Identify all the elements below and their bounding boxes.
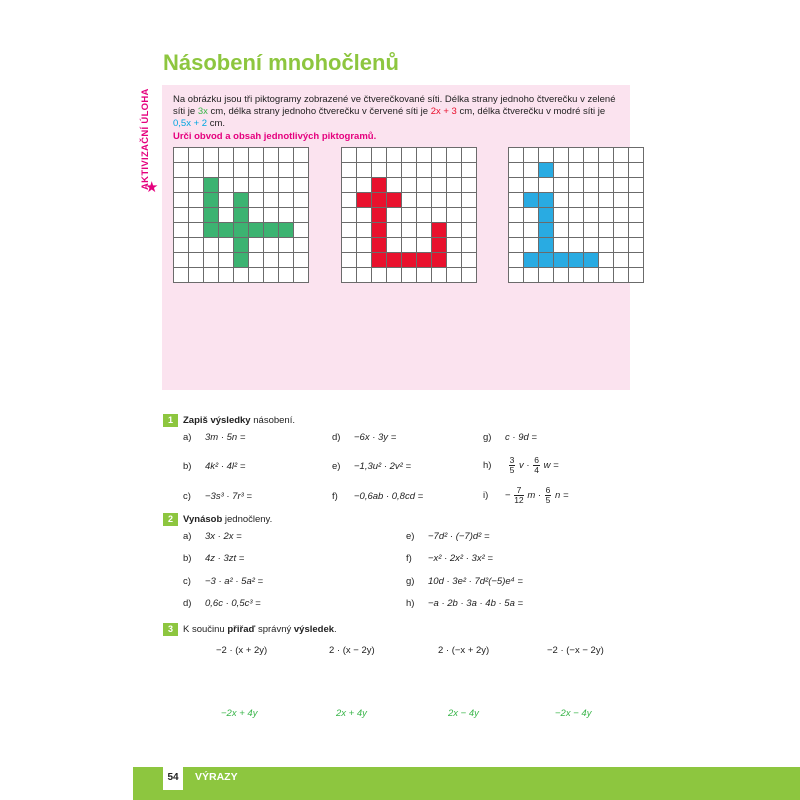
grid-cell: [204, 268, 219, 283]
grid-cell: [174, 208, 189, 223]
grid-cell: [249, 223, 264, 238]
answer-option: 2x − 4y: [448, 708, 479, 719]
grid-cell: [387, 253, 402, 268]
grid-cell: [554, 238, 569, 253]
grid-cell: [584, 193, 599, 208]
grid-cell: [387, 163, 402, 178]
grid-cell: [219, 163, 234, 178]
grid-cell: [249, 193, 264, 208]
grid-cell: [432, 238, 447, 253]
grid-cell: [294, 268, 309, 283]
answer-option: −2x + 4y: [221, 708, 258, 719]
grid-cell: [402, 163, 417, 178]
grid-cell: [584, 178, 599, 193]
grid-cell: [569, 268, 584, 283]
grid-cell: [234, 163, 249, 178]
grid-cell: [174, 163, 189, 178]
grid-cell: [204, 178, 219, 193]
grid-cell: [234, 148, 249, 163]
grid-cell: [554, 208, 569, 223]
ex2-item-g: g) 10d · 3e² · 7d²(−5)e⁴ =: [406, 576, 523, 587]
grid-cell: [614, 178, 629, 193]
grid-cell: [524, 253, 539, 268]
exercise-3-title: K součinu přiřaď správný výsledek.: [183, 624, 337, 635]
grid-cell: [524, 223, 539, 238]
grid-cell: [357, 163, 372, 178]
product-expression: 2 · (x − 2y): [329, 645, 375, 656]
grid-cell: [569, 178, 584, 193]
grid-cell: [614, 163, 629, 178]
grid-cell: [509, 208, 524, 223]
ex1-item-f: f) −0,6ab · 0,8cd =: [332, 491, 424, 502]
grid-cell: [569, 163, 584, 178]
grid-cell: [432, 253, 447, 268]
grid-cell: [629, 238, 644, 253]
exercise-2-title: Vynásob jednočleny.: [183, 514, 273, 525]
grid-cell: [584, 223, 599, 238]
grid-cell: [402, 193, 417, 208]
grid-cell: [447, 208, 462, 223]
grid-cell: [554, 148, 569, 163]
grid-cell: [629, 178, 644, 193]
grid-cell: [249, 268, 264, 283]
grid-cell: [417, 178, 432, 193]
grid-cell: [342, 238, 357, 253]
grid-cell: [462, 223, 477, 238]
grid-cell: [279, 178, 294, 193]
grid-cell: [599, 268, 614, 283]
grid-cell: [402, 208, 417, 223]
grid-cell: [462, 253, 477, 268]
grid-cell: [584, 253, 599, 268]
grid-cell: [539, 193, 554, 208]
grid-cell: [614, 208, 629, 223]
grid-cell: [372, 148, 387, 163]
grid-cell: [629, 268, 644, 283]
grid-cell: [629, 208, 644, 223]
grid-cell: [357, 253, 372, 268]
grid-cell: [629, 223, 644, 238]
grid-cell: [432, 163, 447, 178]
grid-cell: [294, 238, 309, 253]
grid-cell: [372, 208, 387, 223]
grid-cell: [387, 178, 402, 193]
grid-cell: [509, 178, 524, 193]
grid-cell: [279, 163, 294, 178]
section-name: VÝRAZY: [195, 771, 238, 783]
grid-cell: [629, 163, 644, 178]
grid-cell: [189, 238, 204, 253]
grid-cell: [447, 148, 462, 163]
grid-cell: [417, 238, 432, 253]
grid-cell: [462, 208, 477, 223]
grid-cell: [279, 193, 294, 208]
grid-cell: [387, 193, 402, 208]
grid-cell: [584, 148, 599, 163]
ex1-item-h: h) $\frac{3}{5}$ v · $\frac{6}{4}$ w =: [483, 455, 559, 475]
grid-cell: [462, 163, 477, 178]
grid-cell: [447, 253, 462, 268]
grid-cell: [249, 253, 264, 268]
grid-cell: [264, 223, 279, 238]
fraction: $\frac{7}{12}$: [514, 485, 524, 505]
grid-cell: [432, 223, 447, 238]
blue-expr: 0,5x + 2: [173, 118, 208, 130]
grid-cell: [539, 208, 554, 223]
grid-cell: [462, 238, 477, 253]
ex1-item-e: e) −1,3u² · 2v² =: [332, 461, 412, 472]
grid-cell: [204, 238, 219, 253]
grid-cell: [569, 253, 584, 268]
grid-cell: [402, 268, 417, 283]
grid-cell: [372, 253, 387, 268]
fraction: $\frac{6}{4}$: [534, 455, 539, 475]
grid-cell: [219, 193, 234, 208]
grid-cell: [569, 193, 584, 208]
grid-cell: [524, 148, 539, 163]
grid-cell: [219, 208, 234, 223]
grid-cell: [234, 238, 249, 253]
grid-cell: [614, 223, 629, 238]
grid-cell: [279, 223, 294, 238]
grid-cell: [204, 193, 219, 208]
grid-cell: [342, 163, 357, 178]
blue-pictogram-grid: [508, 147, 644, 283]
grid-cell: [264, 193, 279, 208]
grid-cell: [539, 223, 554, 238]
grid-cell: [509, 268, 524, 283]
grid-cell: [599, 193, 614, 208]
ex2-item-e: e) −7d² · (−7)d² =: [406, 531, 490, 542]
grid-cell: [372, 178, 387, 193]
grid-cell: [584, 163, 599, 178]
ex1-item-a: a) 3m · 5n =: [183, 432, 246, 443]
grid-cell: [524, 193, 539, 208]
grid-cell: [342, 268, 357, 283]
ex2-item-h: h) −a · 2b · 3a · 4b · 5a =: [406, 598, 524, 609]
grid-cell: [357, 238, 372, 253]
grid-cell: [569, 223, 584, 238]
grid-cell: [189, 178, 204, 193]
grid-cell: [279, 208, 294, 223]
product-expression: 2 · (−x + 2y): [438, 645, 490, 656]
star-icon: ★: [145, 179, 159, 196]
fraction: $\frac{3}{5}$: [509, 455, 515, 475]
grid-cell: [462, 148, 477, 163]
grid-cell: [279, 253, 294, 268]
grid-cell: [279, 268, 294, 283]
grid-cell: [614, 238, 629, 253]
grid-cell: [372, 163, 387, 178]
grid-cell: [569, 208, 584, 223]
grid-cell: [219, 178, 234, 193]
grid-cell: [357, 223, 372, 238]
intro-text-3: cm, délka čtverečku v modré síti je: [456, 106, 606, 118]
grid-cell: [614, 268, 629, 283]
grid-cell: [264, 253, 279, 268]
grid-cell: [372, 268, 387, 283]
grid-cell: [264, 238, 279, 253]
grid-cell: [599, 238, 614, 253]
grid-cell: [447, 193, 462, 208]
grid-cell: [524, 163, 539, 178]
grid-cell: [234, 178, 249, 193]
grid-cell: [204, 253, 219, 268]
grid-cell: [264, 148, 279, 163]
grid-cell: [402, 223, 417, 238]
red-pictogram-grid: [341, 147, 477, 283]
grid-cell: [402, 148, 417, 163]
ex1-item-d: d) −6x · 3y =: [332, 432, 397, 443]
product-expression: −2 · (−x − 2y): [547, 645, 604, 656]
grid-cell: [372, 223, 387, 238]
grid-cell: [387, 238, 402, 253]
grid-cell: [357, 148, 372, 163]
grid-cell: [219, 253, 234, 268]
grid-cell: [174, 268, 189, 283]
activity-label-text: AKTIVIZAČNÍ ÚLOHA: [140, 88, 151, 190]
grid-cell: [357, 208, 372, 223]
grid-cell: [402, 238, 417, 253]
grid-cell: [614, 193, 629, 208]
exercise-3-number: 3: [163, 623, 178, 636]
grid-cell: [294, 163, 309, 178]
grid-cell: [234, 223, 249, 238]
grid-cell: [447, 268, 462, 283]
ex2-item-f: f) −x² · 2x² · 3x² =: [406, 553, 493, 564]
grid-cell: [204, 148, 219, 163]
grid-cell: [539, 163, 554, 178]
grid-cell: [294, 193, 309, 208]
green-pictogram-grid: [173, 147, 309, 283]
grid-cell: [264, 178, 279, 193]
grid-cell: [462, 193, 477, 208]
grid-cell: [204, 163, 219, 178]
grid-cell: [174, 193, 189, 208]
grid-cell: [294, 148, 309, 163]
grid-cell: [509, 148, 524, 163]
ex1-item-i: i) − $\frac{7}{12}$ m · $\frac{6}{5}$ n =: [483, 485, 569, 505]
grid-cell: [539, 253, 554, 268]
grid-cell: [447, 238, 462, 253]
grid-cell: [417, 163, 432, 178]
exercise-2-number: 2: [163, 513, 178, 526]
grid-cell: [189, 208, 204, 223]
grid-cell: [614, 148, 629, 163]
grid-cell: [189, 223, 204, 238]
grid-cell: [342, 253, 357, 268]
grid-cell: [387, 148, 402, 163]
grid-cell: [509, 163, 524, 178]
grid-cell: [569, 148, 584, 163]
grid-cell: [264, 163, 279, 178]
grid-cell: [189, 253, 204, 268]
activity-intro: [173, 94, 623, 143]
grid-cell: [417, 208, 432, 223]
grid-cell: [417, 193, 432, 208]
grid-cell: [554, 163, 569, 178]
ex2-item-c: c) −3 · a² · 5a² =: [183, 576, 264, 587]
grid-cell: [189, 163, 204, 178]
grid-cell: [342, 178, 357, 193]
grid-cell: [219, 223, 234, 238]
grid-cell: [294, 208, 309, 223]
ex2-item-b: b) 4z · 3zt =: [183, 553, 245, 564]
grid-cell: [629, 193, 644, 208]
ex1-item-g: g) c · 9d =: [483, 432, 537, 443]
grid-cell: [524, 178, 539, 193]
grid-cell: [599, 208, 614, 223]
exercise-1-title: Zapiš výsledky násobení.: [183, 415, 295, 426]
grid-cell: [629, 253, 644, 268]
grid-cell: [539, 178, 554, 193]
grid-cell: [432, 208, 447, 223]
grid-cell: [417, 253, 432, 268]
red-expr: 2x + 3: [430, 106, 457, 118]
grid-cell: [539, 268, 554, 283]
grid-cell: [509, 223, 524, 238]
grid-cell: [234, 268, 249, 283]
grid-cell: [342, 223, 357, 238]
grid-cell: [447, 178, 462, 193]
intro-text-4: cm.: [207, 118, 226, 130]
grid-cell: [234, 193, 249, 208]
grid-cell: [372, 193, 387, 208]
grid-cell: [357, 178, 372, 193]
grid-cell: [249, 238, 264, 253]
ex2-item-d: d) 0,6c · 0,5c³ =: [183, 598, 261, 609]
grid-cell: [432, 148, 447, 163]
grid-cell: [372, 238, 387, 253]
grid-cell: [174, 223, 189, 238]
page-number: 54: [163, 767, 183, 790]
fraction: $\frac{6}{5}$: [545, 485, 551, 505]
grid-cell: [462, 268, 477, 283]
activity-task: Urči obvod a obsah jednotlivých piktogramů.: [173, 130, 377, 142]
ex1-item-b: b) 4k² · 4l² =: [183, 461, 246, 472]
grid-cell: [219, 268, 234, 283]
grid-cell: [584, 268, 599, 283]
grid-cell: [539, 238, 554, 253]
grid-cell: [584, 238, 599, 253]
grid-cell: [387, 223, 402, 238]
grid-cell: [524, 238, 539, 253]
grid-cell: [189, 148, 204, 163]
grid-cell: [279, 148, 294, 163]
answer-option: −2x − 4y: [555, 708, 592, 719]
grid-cell: [189, 268, 204, 283]
grid-cell: [387, 208, 402, 223]
grid-cell: [629, 148, 644, 163]
grid-cell: [599, 253, 614, 268]
grid-cell: [249, 208, 264, 223]
grid-cell: [249, 178, 264, 193]
grid-cell: [342, 148, 357, 163]
grid-cell: [599, 148, 614, 163]
grid-cell: [249, 148, 264, 163]
grid-cell: [539, 148, 554, 163]
grid-cell: [219, 238, 234, 253]
grid-cell: [174, 238, 189, 253]
grid-cell: [204, 223, 219, 238]
page-title: Násobení mnohočlenů: [163, 50, 399, 75]
grid-cell: [509, 193, 524, 208]
grid-cell: [447, 163, 462, 178]
grid-cell: [462, 178, 477, 193]
grid-cell: [174, 178, 189, 193]
grid-cell: [432, 178, 447, 193]
grid-cell: [509, 238, 524, 253]
grid-cell: [554, 223, 569, 238]
grid-cell: [342, 208, 357, 223]
grid-cell: [614, 253, 629, 268]
ex2-item-a: a) 3x · 2x =: [183, 531, 242, 542]
green-expr: 3x: [197, 106, 208, 118]
intro-text-1: Na obrázku jsou tři piktogramy zobrazené ve čtverečkované síti. Délka strany jednoho čtverečku v zelené síti je: [173, 94, 616, 118]
grid-cell: [447, 223, 462, 238]
grid-cell: [599, 163, 614, 178]
grid-cell: [219, 148, 234, 163]
grid-cell: [417, 223, 432, 238]
answer-option: 2x + 4y: [336, 708, 367, 719]
grid-cell: [432, 193, 447, 208]
grid-cell: [249, 163, 264, 178]
grid-cell: [524, 268, 539, 283]
grid-cell: [432, 268, 447, 283]
grid-cell: [402, 253, 417, 268]
grid-cell: [357, 268, 372, 283]
grid-cell: [417, 268, 432, 283]
grid-cell: [174, 253, 189, 268]
grid-cell: [554, 268, 569, 283]
grid-cell: [584, 208, 599, 223]
grid-cell: [417, 148, 432, 163]
intro-text-2: cm, délka strany jednoho čtverečku v červené síti je: [207, 106, 431, 118]
grid-cell: [402, 178, 417, 193]
grid-cell: [554, 253, 569, 268]
grid-cell: [342, 193, 357, 208]
grid-cell: [294, 178, 309, 193]
exercise-1-number: 1: [163, 414, 178, 427]
grid-cell: [357, 193, 372, 208]
grid-cell: [234, 253, 249, 268]
grid-cell: [599, 223, 614, 238]
grid-cell: [294, 253, 309, 268]
grid-cell: [264, 268, 279, 283]
grid-cell: [264, 208, 279, 223]
grid-cell: [234, 208, 249, 223]
grid-cell: [524, 208, 539, 223]
grid-cell: [294, 223, 309, 238]
grid-cell: [554, 178, 569, 193]
grid-cell: [509, 253, 524, 268]
grid-cell: [174, 148, 189, 163]
ex1-item-c: c) −3s³ · 7r³ =: [183, 491, 252, 502]
grid-cell: [599, 178, 614, 193]
grid-cell: [387, 268, 402, 283]
grid-cell: [189, 193, 204, 208]
grid-cell: [554, 193, 569, 208]
grid-cell: [279, 238, 294, 253]
grid-cell: [204, 208, 219, 223]
product-expression: −2 · (x + 2y): [216, 645, 268, 656]
grid-cell: [569, 238, 584, 253]
